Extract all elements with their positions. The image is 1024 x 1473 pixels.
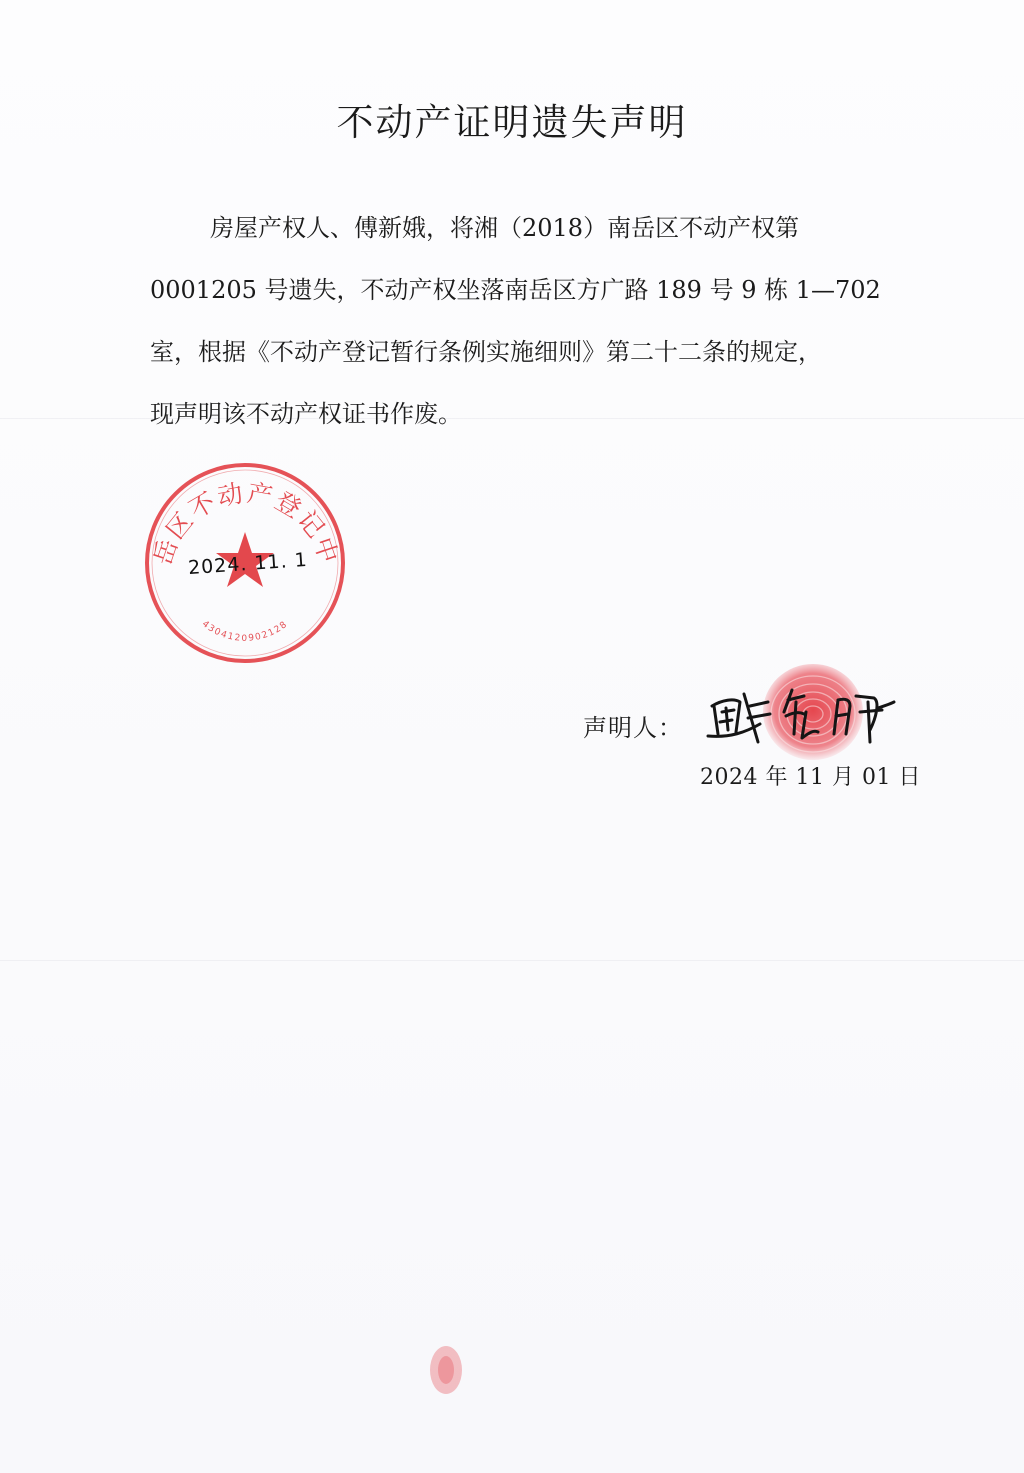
handwritten-seal-date: 2024. 11. 1 (187, 548, 309, 580)
svg-text:南岳区不动产登记中心 (128, 437, 344, 569)
declarant-line (583, 708, 683, 743)
svg-text:4304120902128 (200, 619, 290, 644)
paragraph-line-2: 0001205 号遗失，不动产权坐落南岳区方广路 189 号 9 栋 1—702 (150, 276, 881, 304)
handwritten-signature (700, 672, 900, 752)
paragraph-line-4: 现声明该不动产权证书作废。 (150, 400, 462, 428)
red-smudge-mark (424, 1340, 468, 1400)
paragraph-line-1: 房屋产权人、傅新娥，将湘（2018）南岳区不动产权第 (210, 214, 800, 242)
document-title: 不动产证明遗失声明 (336, 101, 688, 144)
declaration-date: 2024 年 11 月 01 日 (700, 765, 921, 790)
paragraph-line-3: 室，根据《不动产登记暂行条例实施细则》第二十二条的规定， (150, 338, 822, 366)
seal-code-text: 4304120902128 (199, 619, 291, 644)
declarant-label: 声明人： (583, 714, 683, 742)
seal-name-text: 南岳区不动产登记中心 (128, 437, 345, 569)
declaration-paragraph (150, 197, 895, 445)
